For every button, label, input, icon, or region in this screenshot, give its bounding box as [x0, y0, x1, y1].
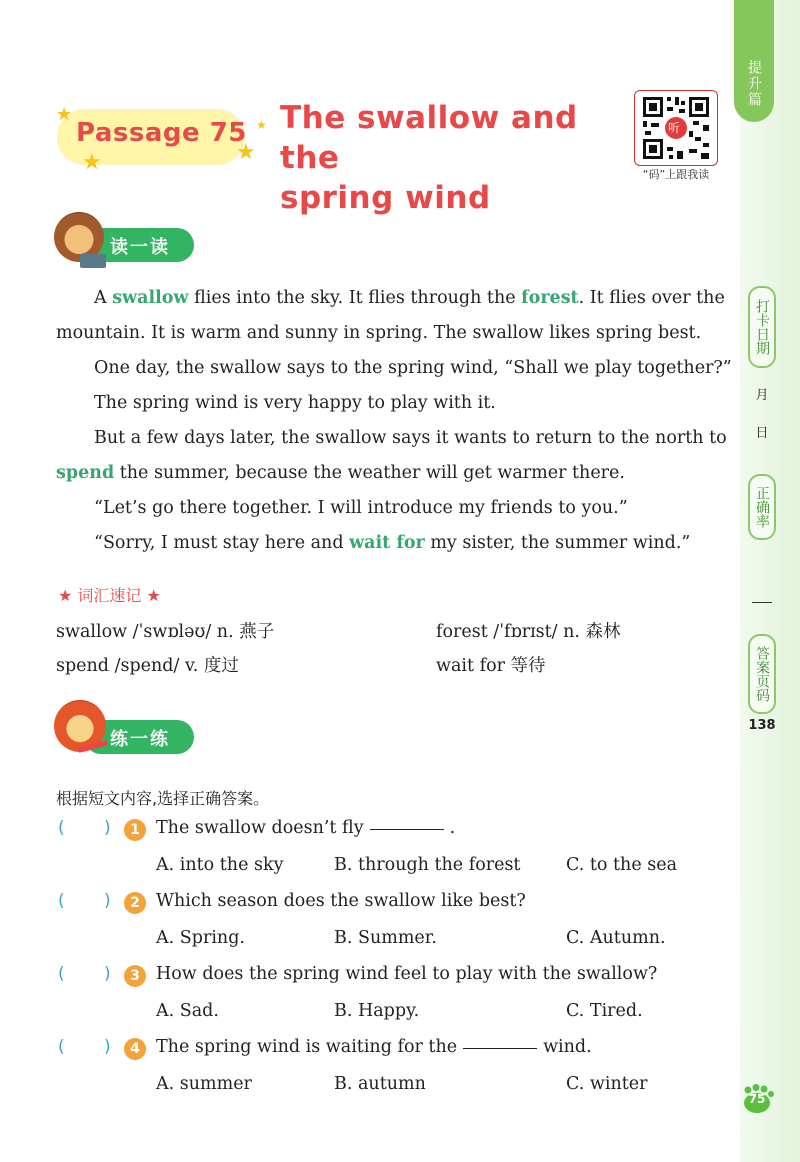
star-icon: ★: [82, 150, 102, 175]
vocab-item-swallow: swallow /ˈswɒləʊ/ n. 燕子: [56, 622, 275, 642]
passage-line: [94, 393, 758, 413]
answer-option[interactable]: A. Spring.: [156, 928, 245, 948]
answer-bracket-close: ): [104, 891, 111, 911]
title-line-2: spring wind: [280, 180, 491, 216]
passage-text: “Let’s go there together. I will introduce my friends to you.”: [94, 498, 628, 518]
answer-option[interactable]: B. through the forest: [334, 855, 521, 875]
answer-option[interactable]: C. Tired.: [566, 1001, 643, 1021]
answer-option[interactable]: B. autumn: [334, 1074, 426, 1094]
highlighted-word: forest: [521, 288, 579, 308]
qr-listen-label: 听: [668, 121, 681, 135]
answer-bracket-open: (: [58, 1037, 65, 1057]
answer-option[interactable]: B. Happy.: [334, 1001, 420, 1021]
question-text: Which season does the swallow like best?: [156, 891, 526, 911]
answer-option[interactable]: A. Sad.: [156, 1001, 219, 1021]
passage-text: One day, the swallow says to the spring wind, “Shall we play together?”: [94, 358, 732, 378]
question-text: [156, 1037, 592, 1057]
question-number-badge: 1: [124, 819, 146, 841]
passage-text: . It flies over the: [578, 288, 725, 308]
answer-slot[interactable]: [64, 891, 102, 915]
passage-text: The spring wind is very happy to play with it.: [94, 393, 496, 413]
day-label: 日: [755, 426, 769, 441]
question-text-end: .: [449, 818, 456, 838]
passage-text: A: [94, 288, 113, 308]
answer-option[interactable]: A. into the sky: [156, 855, 284, 875]
passage-text: my sister, the summer wind.”: [424, 533, 691, 553]
qr-caption: “码”上跟我读: [642, 168, 710, 181]
answer-slot[interactable]: [64, 964, 102, 988]
qr-code[interactable]: [634, 90, 718, 166]
answer-option[interactable]: A. summer: [156, 1074, 252, 1094]
passage-title: [280, 98, 640, 218]
passage-line: [94, 533, 758, 553]
vocab-heading: ★ 词汇速记 ★: [58, 586, 161, 605]
answer-bracket-open: (: [58, 964, 65, 984]
question-number-badge: 2: [124, 892, 146, 914]
vocab-item-spend: spend /spend/ v. 度过: [56, 656, 239, 676]
highlighted-word: wait for: [349, 533, 425, 553]
answer-bracket-close: ): [104, 1037, 111, 1057]
answer-bracket-close: ): [104, 964, 111, 984]
level-tab: 提升篇: [734, 0, 774, 122]
star-icon: ★: [256, 118, 267, 132]
answer-bracket-open: (: [58, 891, 65, 911]
vocab-item-wait-for: wait for 等待: [436, 656, 546, 676]
answer-slot[interactable]: [64, 818, 102, 842]
star-icon: ★: [56, 104, 73, 125]
passage-text: “Sorry, I must stay here and: [94, 533, 350, 553]
side-strip: [740, 0, 800, 1162]
answer-option[interactable]: C. Autumn.: [566, 928, 666, 948]
answer-option[interactable]: C. winter: [566, 1074, 648, 1094]
answer-slot[interactable]: [64, 1037, 102, 1061]
month-label: 月: [755, 388, 769, 403]
question-text-start: The spring wind is waiting for the: [156, 1037, 458, 1057]
passage-line: [94, 288, 758, 308]
passage-text: the summer, because the weather will get warmer there.: [114, 463, 625, 483]
highlighted-word: swallow: [112, 288, 189, 308]
passage-line: [94, 358, 758, 378]
passage-text: flies into the sky. It flies through the: [188, 288, 522, 308]
passage-label: Passage 75: [76, 118, 247, 148]
passage-text: But a few days later, the swallow says it wants to return to the north to: [94, 428, 727, 448]
passage-line: [56, 463, 720, 483]
read-section-label: 读一读: [110, 237, 170, 258]
star-icon: ★: [236, 140, 256, 165]
passage-line: [94, 428, 758, 448]
answer-option[interactable]: B. Summer.: [334, 928, 437, 948]
exercise-instruction: 根据短文内容,选择正确答案。: [56, 789, 270, 808]
passage-line: [94, 498, 758, 518]
question-number-badge: 3: [124, 965, 146, 987]
question-text: How does the spring wind feel to play with the swallow?: [156, 964, 658, 984]
answer-bracket-open: (: [58, 818, 65, 838]
title-line-1: The swallow and the: [280, 100, 578, 176]
answer-option[interactable]: C. to the sea: [566, 855, 678, 875]
page-number: 75: [748, 1092, 766, 1106]
checkin-date-label: 打卡日期: [748, 286, 776, 368]
practice-section-label: 练一练: [110, 729, 170, 750]
passage-line: [56, 323, 720, 343]
passage-text: mountain. It is warm and sunny in spring. The swallow likes spring best.: [56, 323, 702, 343]
answer-bracket-close: ): [104, 818, 111, 838]
book-icon: [80, 254, 106, 268]
question-text: [156, 818, 455, 838]
answer-page-number: 138: [748, 718, 776, 733]
question-text-start: The swallow doesn’t fly: [156, 818, 364, 838]
accuracy-blank: [752, 602, 772, 603]
vocab-item-forest: forest /ˈfɒrɪst/ n. 森林: [436, 622, 621, 642]
accuracy-label: 正确率: [748, 474, 776, 540]
highlighted-word: spend: [56, 463, 115, 483]
question-number-badge: 4: [124, 1038, 146, 1060]
fill-in-blank: [370, 829, 444, 830]
question-text-end: wind.: [543, 1037, 592, 1057]
answer-page-label: 答案页码: [748, 634, 776, 714]
fill-in-blank: [463, 1048, 537, 1049]
